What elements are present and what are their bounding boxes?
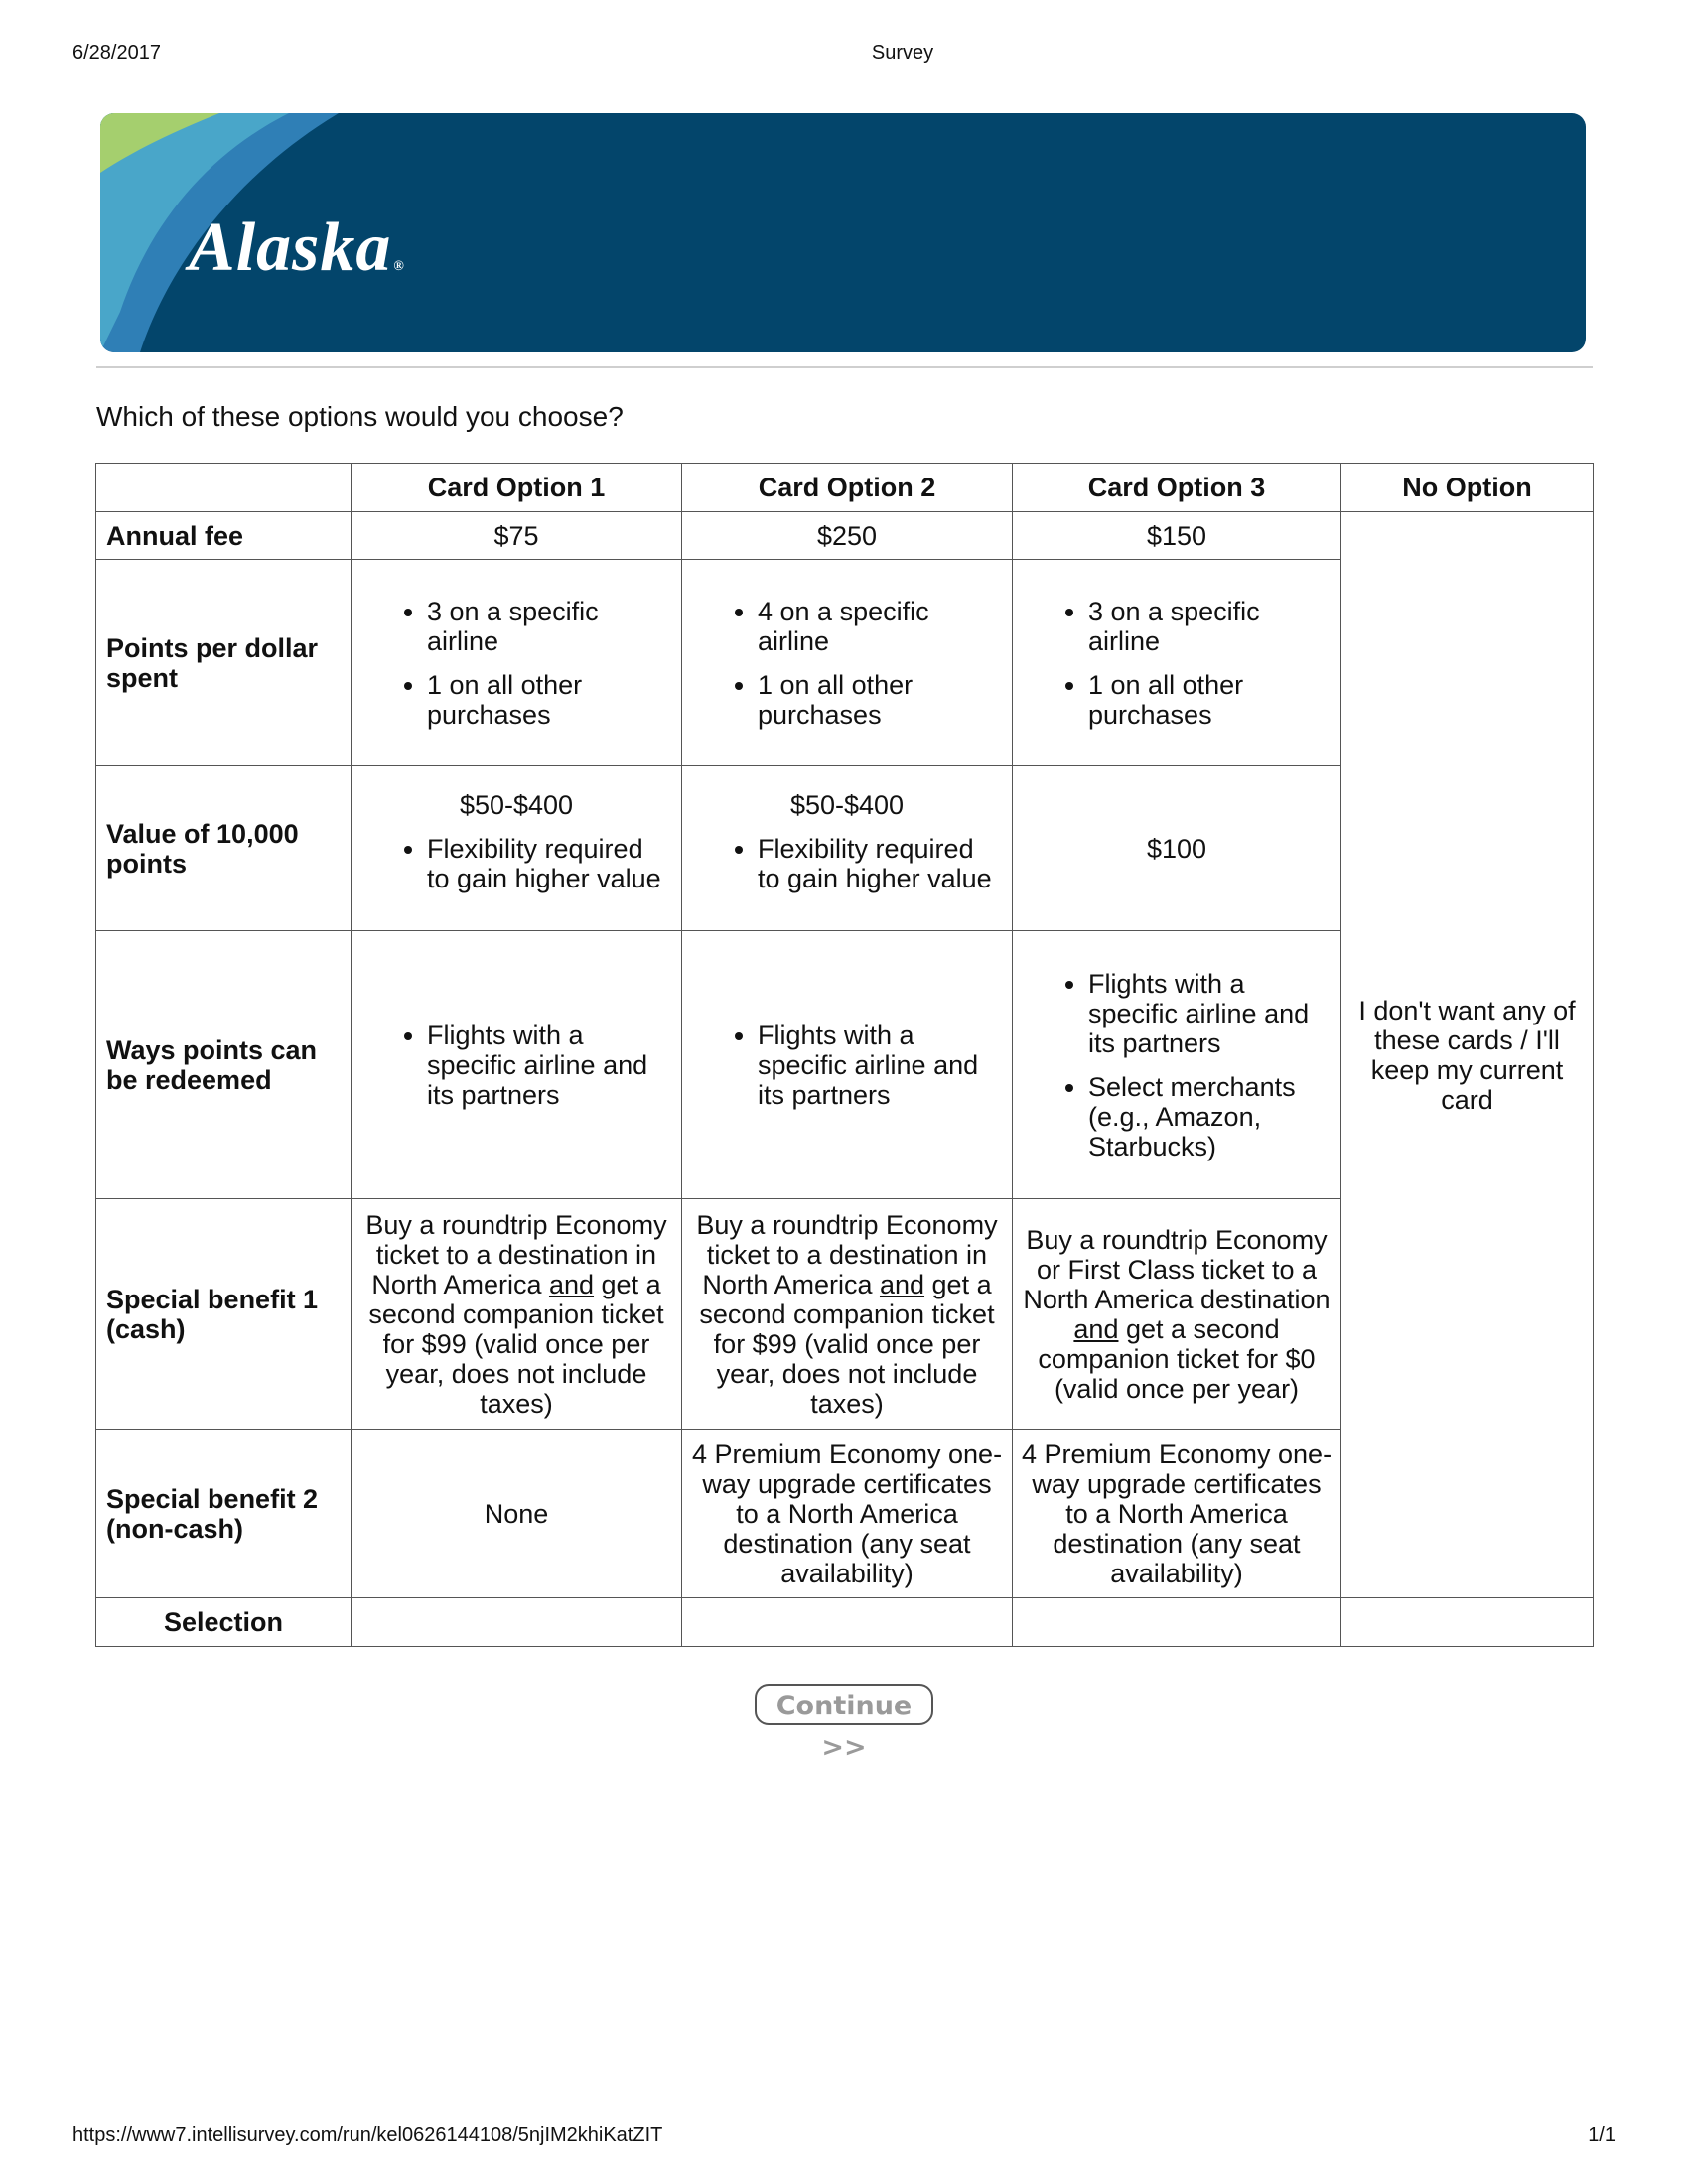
row-label-points-per-dollar: Points per dollar spent <box>96 560 352 766</box>
header-empty-cell <box>96 464 352 512</box>
list-item: • 3 on a specific airline <box>1088 597 1329 656</box>
list-item: • 3 on a specific airline <box>427 597 669 656</box>
list-item: • 1 on all other purchases <box>1088 670 1329 730</box>
list-item: • Flexibility required to gain higher value <box>427 834 669 893</box>
row-label-ways-redeemed: Ways points can be redeemed <box>96 931 352 1199</box>
select-card-option-2[interactable] <box>682 1598 1013 1647</box>
list-item: • Select merchants (e.g., Amazon, Starbucks) <box>1088 1072 1329 1161</box>
list-item: • Flights with a specific airline and its partners <box>427 1021 669 1110</box>
value-option-2 <box>682 766 1013 931</box>
print-page-number: 1/1 <box>1588 2124 1616 2146</box>
benefit1-option-1: Buy a roundtrip Economy ticket to a destination in North America and get a second companion ticket for $99 (valid once per year, does not include taxes) <box>352 1199 682 1430</box>
value-option-1 <box>352 766 682 931</box>
list-item: • Flexibility required to gain higher value <box>758 834 1000 893</box>
card-options-table <box>95 463 1594 1647</box>
value-range-option-1: $50-$400 <box>459 789 574 820</box>
annual-fee-option-1: $75 <box>352 512 682 560</box>
benefit1-option-3: Buy a roundtrip Economy or First Class ticket to a North America destination and get a second companion ticket for $0 (valid once per year) <box>1013 1199 1341 1430</box>
continue-button[interactable]: Continue >> <box>755 1684 933 1725</box>
no-option-description: I don't want any of these cards / I'll keep my current card <box>1341 512 1594 1598</box>
print-url: https://www7.intellisurvey.com/run/kel0626144108/5njIM2khiKatZIT <box>72 2124 663 2146</box>
value-option-3: $100 <box>1013 766 1341 931</box>
annual-fee-option-3: $150 <box>1013 512 1341 560</box>
list-item: • 4 on a specific airline <box>758 597 1000 656</box>
print-title: Survey <box>871 42 934 64</box>
list-item: • 1 on all other purchases <box>427 670 669 730</box>
row-label-selection: Selection <box>96 1598 352 1647</box>
row-label-special-benefit-2: Special benefit 2 (non-cash) <box>96 1430 352 1598</box>
row-label-value-10000: Value of 10,000 points <box>96 766 352 931</box>
benefit1-option-2: Buy a roundtrip Economy ticket to a destination in North America and get a second companion ticket for $99 (valid once per year, does not include taxes) <box>682 1199 1013 1430</box>
list-item: • Flights with a specific airline and its partners <box>758 1021 1000 1110</box>
row-label-special-benefit-1: Special benefit 1 (cash) <box>96 1199 352 1430</box>
header-card-option-2: Card Option 2 <box>682 464 1013 512</box>
select-card-option-1[interactable] <box>352 1598 682 1647</box>
value-range-option-2: $50-$400 <box>789 789 905 820</box>
benefit2-option-3: 4 Premium Economy one-way upgrade certificates to a North America destination (any seat availability) <box>1013 1430 1341 1598</box>
select-card-option-3[interactable] <box>1013 1598 1341 1647</box>
print-date: 6/28/2017 <box>72 42 161 64</box>
list-item: • Flights with a specific airline and its partners <box>1088 969 1329 1058</box>
alaska-logo: Alaska ® <box>189 209 405 286</box>
annual-fee-option-2: $250 <box>682 512 1013 560</box>
header-no-option: No Option <box>1341 464 1594 512</box>
header-card-option-1: Card Option 1 <box>352 464 682 512</box>
question-text: Which of these options would you choose? <box>96 401 624 432</box>
list-item: • 1 on all other purchases <box>758 670 1000 730</box>
selection-row <box>96 1598 1594 1647</box>
header-card-option-3: Card Option 3 <box>1013 464 1341 512</box>
select-no-option[interactable] <box>1341 1598 1594 1647</box>
benefit2-option-2: 4 Premium Economy one-way upgrade certificates to a North America destination (any seat availability) <box>682 1430 1013 1598</box>
row-label-annual-fee: Annual fee <box>96 512 352 560</box>
header-divider <box>96 366 1593 368</box>
points-option-1 <box>352 560 682 766</box>
ways-option-1 <box>352 931 682 1199</box>
points-option-3 <box>1013 560 1341 766</box>
ways-option-2 <box>682 931 1013 1199</box>
points-option-2 <box>682 560 1013 766</box>
ways-option-3 <box>1013 931 1341 1199</box>
annual-fee-row <box>96 512 1594 560</box>
table-header-row <box>96 464 1594 512</box>
benefit2-option-1: None <box>352 1430 682 1598</box>
